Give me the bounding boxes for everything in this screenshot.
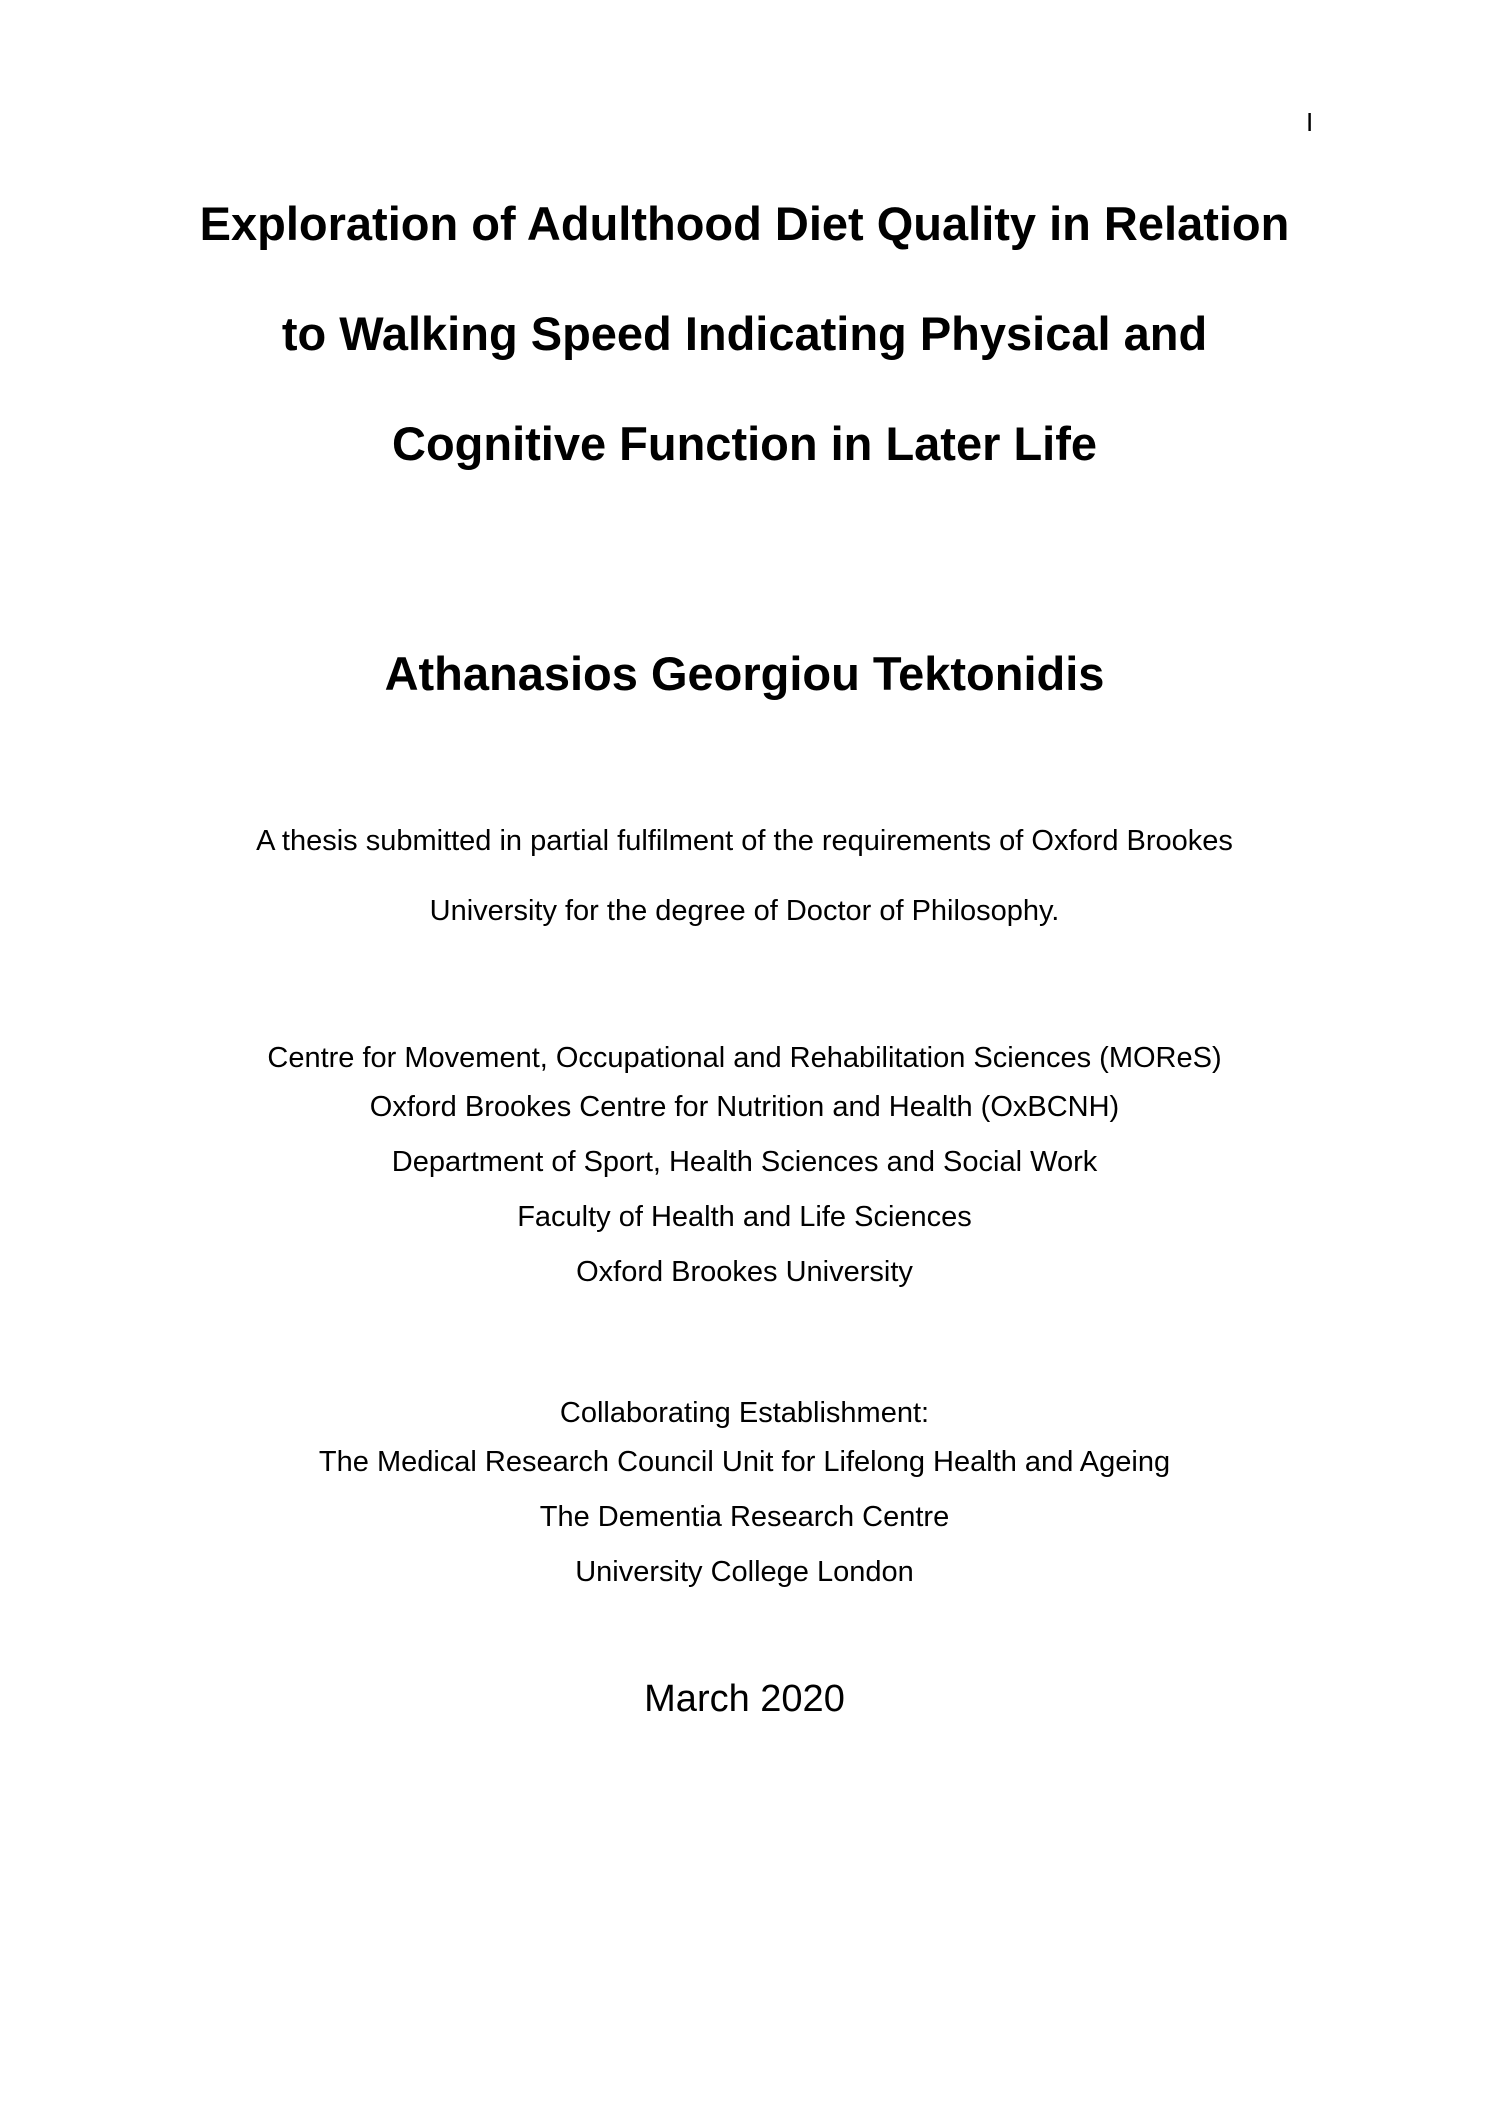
affiliation-line-1: Centre for Movement, Occupational and Rehabilitation Sciences (MOReS)	[267, 1042, 1222, 1074]
affiliation-line-2: Oxford Brookes Centre for Nutrition and Health (OxBCNH)	[369, 1091, 1120, 1123]
affiliation-line-3: Department of Sport, Health Sciences and Social Work	[391, 1146, 1098, 1178]
collaboration-line-1: Collaborating Establishment:	[559, 1397, 930, 1429]
collaboration-line-4: University College London	[575, 1556, 914, 1588]
submission-line-1: A thesis submitted in partial fulfilment of the requirements of Oxford Brookes	[256, 825, 1233, 857]
title-line-2: to Walking Speed Indicating Physical and	[281, 307, 1208, 360]
author-name: Athanasios Georgiou Tektonidis	[384, 647, 1105, 700]
page-number: I	[1306, 107, 1314, 137]
submission-date: March 2020	[644, 1678, 845, 1720]
title-line-3: Cognitive Function in Later Life	[392, 417, 1097, 470]
collaboration-line-2: The Medical Research Council Unit for Lifelong Health and Ageing	[318, 1446, 1171, 1478]
affiliation-line-5: Oxford Brookes University	[576, 1256, 913, 1288]
collaboration-line-3: The Dementia Research Centre	[539, 1501, 950, 1533]
affiliation-line-4: Faculty of Health and Life Sciences	[517, 1201, 972, 1233]
title-line-1: Exploration of Adulthood Diet Quality in Relation	[199, 197, 1290, 250]
submission-line-2: University for the degree of Doctor of Philosophy.	[429, 895, 1060, 927]
